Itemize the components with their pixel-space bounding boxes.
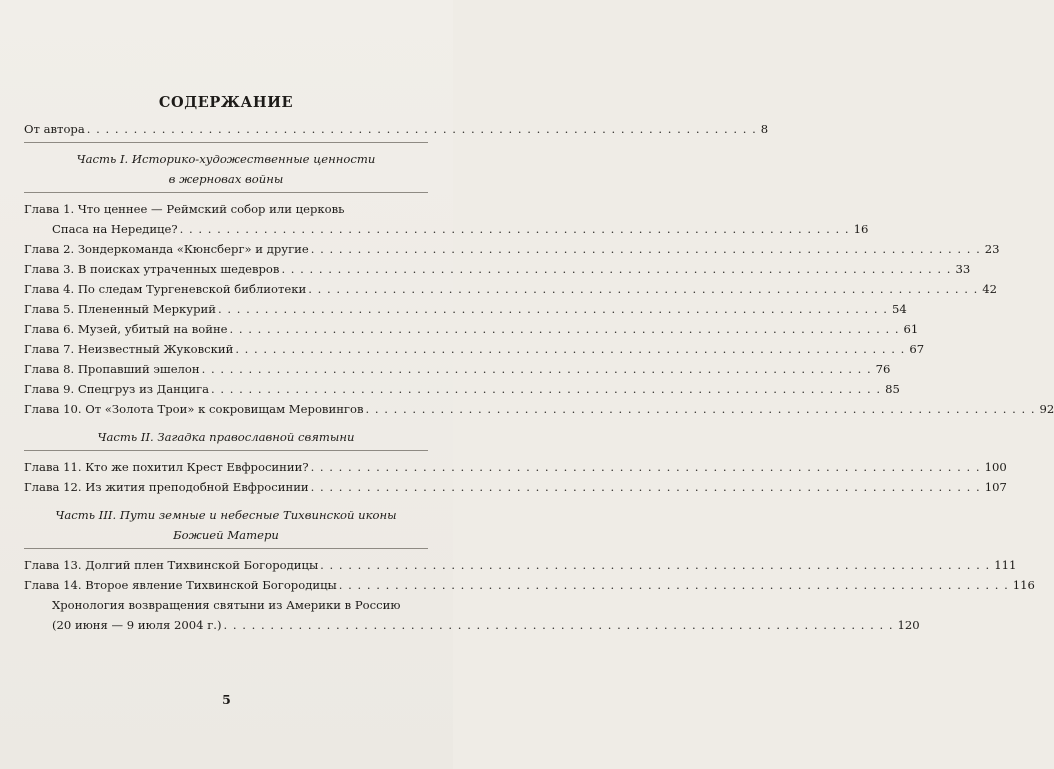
entry-label: От автора [24, 122, 85, 136]
entry-page: 85 [885, 382, 900, 396]
entry-page: 67 [909, 342, 925, 356]
toc-entry-chapter-2 [24, 239, 1000, 259]
dot-leader [218, 299, 888, 319]
part-heading-cont: в жерновах войны [168, 172, 284, 186]
entry-page: 92 [1039, 402, 1054, 416]
toc-entry-chapter-13 [24, 555, 1017, 575]
toc-entry-chapter-9 [24, 379, 900, 399]
entry-page: 120 [897, 618, 920, 632]
table-of-contents [24, 94, 1054, 635]
part-heading-cont: Божией Матери [173, 528, 279, 542]
dot-leader [320, 555, 990, 575]
entry-label: Глава 9. Спецгруз из Данцига [24, 382, 210, 396]
entry-label: Глава 2. Зондеркоманда «Кюнсберг» и другие [24, 242, 309, 256]
dot-leader [311, 457, 981, 477]
entry-label: Глава 14. Второе явление Тихвинской Богородицы [24, 578, 337, 592]
entry-page: 42 [982, 282, 998, 296]
toc-entry-chapter-4 [24, 279, 998, 299]
part-heading: Часть III. Пути земные и небесные Тихвинской иконы [55, 508, 397, 522]
entry-page: 107 [984, 480, 1007, 494]
dot-leader [339, 575, 1009, 595]
dot-leader [308, 279, 978, 299]
dot-leader [281, 259, 951, 279]
entry-label: Глава 12. Из жития преподобной Евфросинии [24, 480, 309, 494]
toc-entry-chapter-3 [24, 259, 971, 279]
dot-leader [202, 359, 872, 379]
dot-leader [211, 379, 881, 399]
entry-page: 116 [1012, 578, 1035, 592]
entry-label: Глава 7. Неизвестный Жуковский [24, 342, 234, 356]
dot-leader [224, 615, 894, 635]
dot-leader [311, 477, 981, 497]
entry-label: Глава 11. Кто же похитил Крест Евфросинии? [24, 460, 309, 474]
page-number: 5 [222, 692, 231, 707]
entry-page: 61 [903, 322, 919, 336]
entry-page: 33 [955, 262, 971, 276]
dot-leader [87, 119, 757, 139]
part-divider [24, 192, 428, 193]
dot-leader [311, 239, 981, 259]
entry-label: Глава 10. От «Золота Трои» к сокровищам Меровингов [24, 402, 364, 416]
toc-entry-chapter-12 [24, 477, 1007, 497]
entry-label: Глава 6. Музей, убитый на войне [24, 322, 228, 336]
toc-entry-chapter-10 [24, 399, 1054, 419]
toc-entry-chronology-cont [24, 615, 920, 635]
part-heading: Часть I. Историко-художественные ценности [76, 152, 376, 166]
dot-leader [180, 219, 850, 239]
dot-leader [235, 339, 905, 359]
dot-leader [230, 319, 900, 339]
toc-entry-chapter-1-cont [24, 219, 869, 239]
toc-entry-author [24, 119, 769, 139]
toc-entry-chapter-14 [24, 575, 1035, 595]
entry-page: 76 [875, 362, 891, 376]
entry-page: 54 [891, 302, 907, 316]
toc-entry-chapter-5 [24, 299, 907, 319]
entry-label: Глава 5. Плененный Меркурий [24, 302, 216, 316]
part-heading: Часть II. Загадка православной святыни [97, 430, 355, 444]
entry-page: 100 [984, 460, 1007, 474]
entry-label: Глава 4. По следам Тургеневской библиотеки [24, 282, 307, 296]
dot-leader [366, 399, 1036, 419]
part-divider [24, 548, 428, 549]
entry-page: 111 [994, 558, 1017, 572]
toc-entry-chapter-7 [24, 339, 925, 359]
entry-label: Глава 8. Пропавший эшелон [24, 362, 200, 376]
entry-label: (20 июня — 9 июля 2004 г.) [52, 618, 222, 632]
part-divider [24, 142, 428, 143]
toc-entry-chapter-8 [24, 359, 891, 379]
entry-page: 16 [853, 222, 869, 236]
entry-page: 23 [984, 242, 1000, 256]
entry-page: 8 [760, 122, 769, 136]
entry-label: Глава 3. В поисках утраченных шедевров [24, 262, 280, 276]
toc-entry-chapter-11 [24, 457, 1007, 477]
toc-entry-chronology: Хронология возвращения святыни из Америки в Россию [52, 598, 401, 612]
entry-label: Спаса на Нередице? [52, 222, 178, 236]
toc-entry-chapter-1: Глава 1. Что ценнее — Реймский собор или церковь [24, 202, 345, 216]
toc-entry-chapter-6 [24, 319, 919, 339]
part-divider [24, 450, 428, 451]
entry-label: Глава 13. Долгий плен Тихвинской Богородицы [24, 558, 319, 572]
toc-title: СОДЕРЖАНИЕ [158, 94, 294, 111]
